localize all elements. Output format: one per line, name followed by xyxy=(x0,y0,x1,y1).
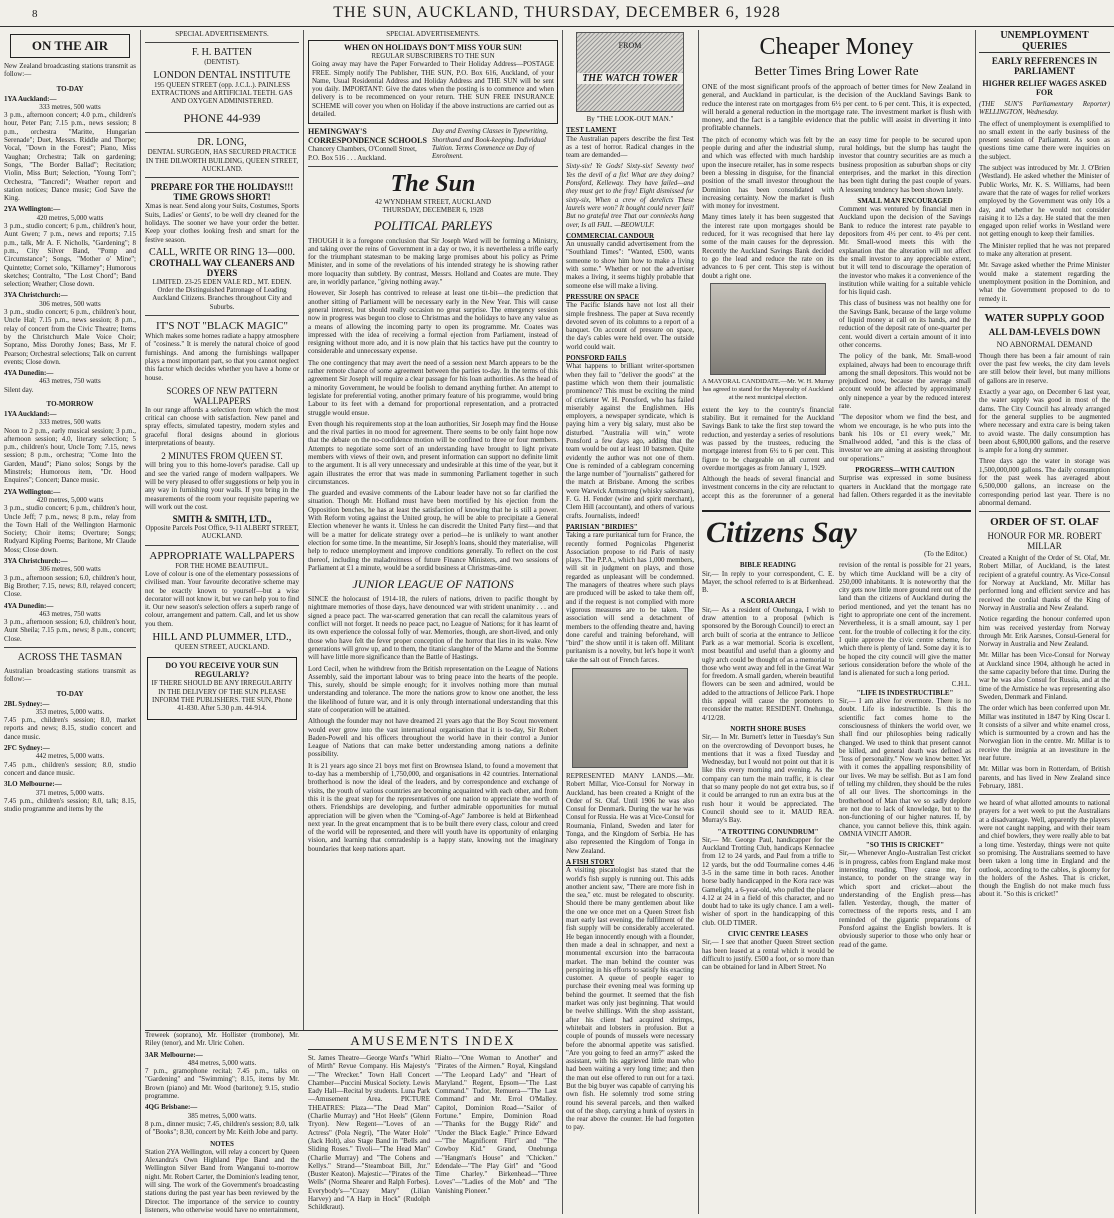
sun-delivery-box xyxy=(147,657,297,719)
watchtower-item-text: The Pacific Islands have not lost all their simple freshness. The paper at Suva recently devoted seven of its columns to a report of a banquet. On account of pressure on space, the day's cables were held over. The outside world could wait. xyxy=(566,301,694,351)
page-masthead xyxy=(0,0,1114,27)
st-olaf-paragraph: The order which has been conferred upon Mr. Millar was instituted in 1847 by King Oscar I. It consists of a silver and white enamel cross, which is surmounted by a crown and has the Norwegian lion in the centre. Mr. Millar is to receive the insignia at an investiture in the near future. xyxy=(979,704,1110,762)
radio-today: TO-DAY xyxy=(56,84,84,93)
appropriate-sub: FOR THE HOME BEAUTIFUL. xyxy=(175,561,269,570)
unemployment-head: UNEMPLOYMENT QUERIES xyxy=(979,30,1110,53)
right-column xyxy=(979,30,1110,1214)
hill-plummer-text: QUEEN STREET, AUCKLAND. xyxy=(174,643,270,652)
watchtower-item-head: PONSFORD FAILS xyxy=(566,354,627,363)
station-programme: Noon to 2 p.m., early musical session; 3 p.m., afternoon session; 4.0, literary selection; 5 p.m., children's hour, Uncle Tom; 7.15, news session; 8 p.m., orchestra; "Come Into the Garden, Maud"; Piano solos; Songs by the Minstrels; Humorous item, "Dr. Hood Enquires"; Concert; Dance music. xyxy=(4,426,136,485)
watchtower-from: FROM xyxy=(618,41,642,50)
st-olaf-head: ORDER OF ST. OLAF xyxy=(990,516,1099,529)
letter-text: Sir,— As a resident of Onehunga, I wish to draw attention to a proposal (which is sponsored by the Borough Council) to erect an arch built of scoria at the entrance to Jellicoe Park as a war memorial. Scoria is excellent, most beautiful and useful than a gloomy and ugly arch could be thought of as a memorial to those who went away and fell in the Great War for freedom. A small garden, wherein beautiful flowers can be seen and admired, would be added to the attractions of Jellicoe Park. I hope this appeal will cause the promoters to reconsider the matter. RESIDENT. Onehunga, 4/12/28. xyxy=(702,605,834,722)
station-name: 3LO Melbourne:— xyxy=(4,780,62,789)
money-paragraph: an easy time for people to be secured upon rural holdings, but the slump has taught the investor that country securities are as much a business proposition as suburban shops or city enterprises, and the market in this direction has been tight during the past couple of years. A lessening tendency has been shown lately. xyxy=(839,135,971,194)
st-olaf-paragraph: Notice regarding the honour conferred upon him was received yesterday from Norway through Mr. Erik Aarsnes, Consul-General for Norway in Australia and New Zealand. xyxy=(979,615,1110,649)
watchtower-logo xyxy=(576,32,684,112)
prog2-text: Treweek (soprano), Mr. Hollister (trombone), Mr. Riley (tenor), and Mr. Ulric Cohen. xyxy=(145,1031,299,1048)
column-rule xyxy=(562,30,563,1214)
letter-text: Sir,— Whenever Anglo-Australian Test cricket is in progress, cables from England make most interesting reading. They cause me, for instance, to ponder on the strange way in which sport and cricket—about the understanding of the English press—has fallen. Yesterday, though, the matter of correctness of the reports rests, and I am reminded of the gigantic preparations of Ponsford against the English bowlers. It is obviously superior to those who only hear or read of the game. xyxy=(839,849,971,949)
wallpaper-head: SCORES OF NEW PATTERN WALLPAPERS xyxy=(166,385,278,406)
station-power: 385 metres, 5,000 watts. xyxy=(187,1111,257,1120)
holiday-notice-head: WHEN ON HOLIDAYS DON'T MISS YOUR SUN! xyxy=(344,43,522,53)
notes-text: Station 2YA Wellington, will relay a concert by Queen Alexandra's Own Highland Pipe Band and the Wellington Silver Band from Wanganui to-morrow night. Mr. Robert Carter, the Dominion's leading tenor, will sing. The work of the Government's broadcasting stations during the past year has been reviewed by the Director. The importance of the service to country listeners, who otherwise would have no entertainment, xyxy=(145,1147,299,1214)
editorial-paragraph: THOUGH it is a foregone conclusion that Sir Joseph Ward will be forming a Ministry, and taking over the reins of Government in a day or two, it is nevertheless a trifle early for the triumphant statesman to be making large promises about his policy as Prime Minister, and in some of the revelations of his intended strategy he is showing rather more loquacity than subtlety. By contrast, Messrs. Holland and Coates are mute. They are, in worldly parlance, "giving nothing away." xyxy=(308,236,558,287)
photo-caption: A MAYORAL CANDIDATE.—Mr. W. H. Murray has agreed to stand for the Mayoralty of Auckland at the next municipal election. xyxy=(702,377,834,402)
water-paragraph: Though there has been a fair amount of rain over the past few weeks, the city dam levels are still below their level, but many millions of gallons are in reserve. xyxy=(979,351,1110,385)
batten-sub: (DENTIST). xyxy=(204,58,240,67)
station-power: 463 metres, 750 watts xyxy=(39,609,101,618)
column-rule xyxy=(698,30,699,1214)
letter-head: "SO THIS IS CRICKET" xyxy=(865,841,945,850)
station-programme: 7.45 p.m., children's session; 8.0, studio concert and dance music. xyxy=(4,760,136,777)
letter-text: revision of the rental is possible for 21 years, by which time Auckland will be a city of 250,000 inhabitants. It is noteworthy that the city gets now little more ground rent out of the land than the citizens of Auckland during the period mentioned, and yet the tenant has no right to appropriate one cent of the increment. Nevertheless, it is a small amount, say 1 per cent. for the trouble of collecting it for the city. I quite approve the civic centre scheme, for which there is plenty of land. Some day it is to be hoped the city council will give the matter serious consideration before the whole of the land is alienated for such a long period. xyxy=(839,561,971,678)
page-number: 8 xyxy=(32,8,38,20)
editorial-title: POLITICAL PARLEYS xyxy=(373,217,493,233)
radio-column xyxy=(4,30,136,1214)
tasman-today: TO-DAY xyxy=(56,689,84,698)
special-ads-label: SPECIAL ADVERTISEMENTS. xyxy=(386,30,480,38)
sun-delivery-head: DO YOU RECEIVE YOUR SUN REGULARLY? xyxy=(165,661,279,680)
amusements-list: Rialto—"One Woman to Another" and "Pirates of the Airmen." Royal, Kingsland—"The Leopard Lady" and "Heart of Maryland." Regent, Epsom—"The Last Command." Tudor, Remuera—"The Last Command" and Mr. Errol O'Malley. Capitol, Dominion Road—"Sailor of Fortune." Empire, Dominion Road—"Thanks for the Buggy Ride" and "Under the Black Eagle." Prince Edward—"The Magnificent Flirt" and "The Cowboy Kid." Grand, Onehunga—"Hangman's House" and "Chicken." Edendale—"The Play Girl" and "Good Time Charley." Birkenhead—"Three Loves"—"Ladies of the Mob" and "The Vanishing Pioneer." xyxy=(435,1054,557,1195)
queen-st-text: will bring you to this home-lover's paradise. Call up and see the varied range of modern wallpapers. We will be very pleased to offer suggestions or help you in any way in furnishing your walls. If you bring in the measurements of the room your requisite papering we will work out the cost. xyxy=(145,461,299,511)
cricket-continued: we heard of what allotted amounts to national prayers for a wet week to put the Australians at a disadvantage. Well, apparently the players were not caught napping, and with their team and chief bowlers, they were really able to bat a long time. Yesterday, things were not quite so promising. The Australians seemed to have been taken a long time in England and the outlook, according to the cables, is gloomy for the holders of the Ashes. That is cricket, though the English do not make much fuss about it. "So this is cricket!" xyxy=(979,799,1110,899)
queen-st-head: 2 MINUTES FROM QUEEN ST. xyxy=(161,451,283,462)
radio-intro: New Zealand broadcasting stations transmit as follow:— xyxy=(4,62,136,79)
letter-head: NORTH SHORE BUSES xyxy=(730,724,806,733)
editorial-paragraph: Even though his requirements stop at the loan authorities, Sir Joseph may find the House and the rival parties in no mood for agreement. There seems to be only faint hope now that the debate on the no-confidence motion will be confined to three or four members. Attempts to negotiate some sort of an understanding have brought to light private members with views of their own, and present information can support no definite limit to the argument. It is all very unnecessary and undesirable at this time of the year, but it again illustrates the error that was made in summoning Parliament together in such circumstances. xyxy=(308,419,558,486)
column-rule xyxy=(975,30,976,1214)
radio-heading: ON THE AIR xyxy=(31,38,109,53)
station-name: 4YA Dunedin:— xyxy=(4,601,54,610)
station-power: 353 metres, 5,000 watts. xyxy=(35,707,105,716)
cheaper-money-title: Cheaper Money xyxy=(759,34,914,60)
holiday-notice xyxy=(308,40,558,124)
st-olaf-paragraph: Created a Knight of the Order of St. Olaf, Mr. Robert Millar, of Auckland, is the latest recipient of a grateful country. As Vice-Consul for Norway at Auckland, Mr. Millar has performed long and efficient service and has received the cordial thanks of the King of Norway in Australia and New Zealand. xyxy=(979,554,1110,612)
station-power: 484 metres, 5,000 watts. xyxy=(187,1058,257,1067)
watchtower-item-text: The Australian papers describe the first Test as a test of horror. Radical changes in the team are demanded— xyxy=(566,134,694,160)
station-name: 3AR Melbourne:— xyxy=(145,1050,203,1059)
appropriate-text: Love of colour is one of the elementary possessions of civilised man. Your favourite decorative scheme may not be exactly known to yourself—but a wise decorator will not know it, but we can help you to find it. Our new season's selection offers a superb range of colour, arrangement and pattern. Call, and let us show you them. xyxy=(145,569,299,628)
letter-head: A SCORIA ARCH xyxy=(740,597,796,606)
money-paragraph: Although the heads of several financial and investment concerns in the city are reluctant to accept this as the forerunner of a general xyxy=(702,475,834,500)
editorial-dateline: THURSDAY, DECEMBER 6, 1928 xyxy=(382,206,484,215)
editorial-paragraph: It is 21 years ago since 21 boys met first on Brownsea Island, to found a movement that to-day has a membership of 1,750,000, and organisations in 42 countries. International brotherhood is now the ideal of the leaders, and by correspondence and exchange of visits, the youth of various countries are becoming acquainted with each other, and from this it is the great step for the representatives of one nation to appreciate the worth of others. Friendships are developing, and further admirable opportunities for mutual appreciation will be given when the "Coming-of-Age" Jamboree is held at Birkenhead next year. In the great encampment that is to be built there every class, colour and creed of the world will be represented, and there will youth have its opportunity of enlarging vision, and learning that comradeship is a happy state, knowing not the imaginary boundaries that keep nations apart. xyxy=(308,761,558,853)
tasman-heading: ACROSS THE TASMAN xyxy=(17,652,123,663)
holiday-text: Xmas is near. Send along your Suits, Costumes, Sports Suits, Ladies' or Gents', to be well dry cleaned for the holidays. The sooner we have your order the better. Keep your clothes looking fresh and smart for the festive season. xyxy=(145,202,299,244)
station-programme: Silent day. xyxy=(4,385,34,394)
hill-plummer-name: HILL AND PLUMMER, LTD., xyxy=(152,631,292,644)
station-programme: 3 p.m., studio concert; 6 p.m., children's hour, Aunt Gwen; 7 p.m., news and reports; 7.15 p.m., talk, Mr A. F. Nicholls, "Gardening"; 8 p.m., City Silver Band, "Pomp and Circumstance"; Songs, "Mother o' Mine"; Quintette; Cornet solo, "Killarney"; Humorous sketches; Contralto, "The Lost Chord"; Band selection; Weather; Close down. xyxy=(4,222,136,289)
unemployment-paragraph: The Minister replied that he was not prepared to make any alteration at present. xyxy=(979,241,1110,259)
unemployment-dateline: (THE SUN'S Parliamentary Reporter) WELLINGTON, Wednesday. xyxy=(979,100,1110,117)
mayoral-candidate-photo xyxy=(710,283,826,375)
watchtower-item-head: PRESSURE ON SPACE xyxy=(566,292,639,301)
hemingways-name: HEMINGWAY'S CORRESPONDENCE SCHOOLS xyxy=(308,127,427,146)
dr-long-name: DR. LONG, xyxy=(197,137,247,149)
ldi-text: 195 QUEEN STREET (opp. J.C.L.). PAINLESS EXTRACTIONS and ARTIFICIAL TEETH. GAS AND OXYGEN ADMINISTERED. xyxy=(151,80,293,106)
editorial-paragraph: However, Sir Joseph has contrived to release at least one tit-bit—the prediction that another sitting of Parliament will be necessary early in the New Year. This will cause general interest, but should really occasion no great surprise. The emergency session now in progress was begun too close to Christmas and the holidays to have any value as a means of allowing the incoming party to open its programme. Mr. Coates was impressed with the idea of receiving a formal ejection from Parliament, instead of resigning without more ado, and it is now plain that his tactics have put the country to considerable and unnecessary expense. xyxy=(308,289,558,356)
hemingways-ad xyxy=(308,127,558,162)
newspaper-title: THE SUN, AUCKLAND, THURSDAY, DECEMBER 6, 1928 xyxy=(333,4,781,21)
cheaper-money-article xyxy=(702,30,971,500)
letter-text: Sir,— I am alive for evermore. There is no doubt. Life is indestructible. Is this the scientific fact comes home to the consciousness of thinkers the world over, we shall find our philosophies being radically changed. We used to think that present cannot be killed, and general death was defined as "loss of personality." Now we know better. Yet with it comes the appalling responsibility of our lives. We may be selfish. But as I am fond of telling my children, they should be the rules of all our lives. The shortcomings in the brotherhood of Man that we so sadly deplore are not due to lack of knowledge, but to the non-functioning of our higher natures. If, by chance, you cannot believe this, think again. OMNIA VINCIT AMOR. xyxy=(839,697,971,838)
amusements-list: St. James Theatre—George Ward's "Whirl of Mirth" Revue Company. His Majesty's—"The Wrecker." Town Hall Concert Chamber—Puccini Musical Society. Lewis Eady Hall—Recital by students. Luna Park—Amusement Area. PICTURE THEATRES: Plaza—"The Dead Man" (Charlie Murray) and "Hot Heels" (Glenn Tryon). New Regent—"Loves of an Actress" (Pola Negri), "The Water Hole" (Jack Holt), also Stage Band in "Bells and Sliding Roses." Tivoli—"The Head Man" (Charlie Murray) and "The Cohens and Kellys." Strand—"Steamboat Bill, Jnr." (Buster Keaton). Majestic—"Pirates of the Wells" (Norma Shearer and Ralph Forbes). Everybody's—"Crazy Mary" (Lilian Harvey) and "A Harp in Hock" (Rudolph Schildkraut). xyxy=(308,1054,430,1212)
watchtower-item-text: What happens to brilliant writer-sportsmen when they fail to "deliver the goods" at the pastime which won them their journalistic prominence? This must be exciting the mind of cricketer W. H. Ponsford, who has failed miserably against the Englishmen. His employers, a newspaper syndicate, which is paying him a very big salary, must also be disturbed. "Australia will win," wrote Ponsford a few days ago, adding that the team would be out at least 10 batsmen. Quite evidently the author was not one of them. One is reminded of a cablegram concerning the large number of "journalists" gathered for the match at Brisbane. Among the scribes were Warwick Armstrong (whisky salesman), F. G. H. Fender (wine and spirit merchant), Clem Hill (accountant), and others of various crafts. Journalists, indeed! xyxy=(566,362,694,520)
station-name: 2YA Wellington:— xyxy=(4,487,61,496)
letter-text: Sir,— Mr. George Paul, handicapper for the Auckland Trotting Club, handicaps Kennaclee from 12 to 24 yards, and Paul from a trifle to 12 yards, but the odd Tourmaline comes 4.46 3-5 in the same time in both races. Another horse badly handicapped in the Kora race was Gamelight, a 6-year-old, who pulled the placer 4.12 at 24 in a field of this character, and no doubt had to take its ugly chance. I am a well-wisher of sport in the handicapping of this club. OLD TIMER. xyxy=(702,835,834,927)
unemployment-sub2: HIGHER RELIEF WAGES ASKED FOR xyxy=(982,79,1107,97)
ldi-name: LONDON DENTAL INSTITUTE xyxy=(153,69,291,81)
watchtower-column xyxy=(566,30,694,1214)
letter-text: Sir,— In reply to your correspondent, C. E. Mayer, the school referred to is at Birkenhead. B. xyxy=(702,569,834,595)
wallpaper-text: In our range affords a selection from which the most critical can choose with satisfaction. New panel and spray effects, simulated tapestry, modern styles and graceful floral designs abound in glorious interpretations of beauty. xyxy=(145,405,299,448)
station-programme: 7 p.m., gramophone recital; 7.45 p.m., talks on "Gardening" and "Swimming"; 8.15, items by Mr. Brown (piano) and Mr. Wood (baritone); 9.15, studio programme. xyxy=(145,1067,299,1101)
station-programme: 3 p.m., studio concert; 6 p.m., children's hour, Uncle Hal; 7.15 p.m., news session; 8 p.m., relay of concert from the Civic Theatre; Items by the Christchurch Male Voice Choir; Soprano, Miss Dorothy Jones; Bass, Mr F. Pearson; Orchestral selections; Talk on current events; Close down. xyxy=(4,308,136,366)
st-olaf-paragraph: Mr. Millar was born in Rotterdam, of British parents, and has lived in New Zealand since February, 1881. xyxy=(979,765,1110,790)
column-rule xyxy=(140,30,141,1214)
watchtower-item-text: Taking a rare puritanical turn for France, the recently formed Pognicolas Phgenerist Association propose to rid Paris of nasty plays. The P.P.A., which has 1,000 members, will sit in judgment on plays, and those regarded as unpleasant will be condemned. The managers of theatres where such plays are produced will be asked to take them off, and if the request is not complied with more vigorous measures are to be taken. The association will send a detachment of members to the offending theatre and, having done careful and training beforehand, will "bird" the show until it is taken off. Militant puritanism is a novelty, but let's hope it won't take the salt out of French farces. xyxy=(566,531,694,664)
editorial-paragraph: Although the founder may not have dreamed 21 years ago that the Boy Scout movement would ever grow into the vast international organisation that it is to-day, Sir Robert Baden-Powell and his officers throughout the world have in their control a Junior League of Nations that can make better understanding among nations a definite possibility. xyxy=(308,717,558,759)
sun-address: 42 WYNDHAM STREET, AUCKLAND xyxy=(374,197,492,206)
money-paragraph: Many times lately it has been suggested that the interest rate upon mortgages should be reduced, for it was recognised that here lay some of the main causes for the depression. Recently the Auckland Savings Bank decided to go the lead and reduce the rate on its advances to 6 per cent. This step is without doubt a right one. xyxy=(702,213,834,280)
letter-head: "LIFE IS INDESTRUCTIBLE" xyxy=(856,688,954,697)
money-paragraph: Surprise was expressed in some business quarters in Auckland that the mortgage rate had fallen. Others regarded it as the inevitable xyxy=(839,474,971,499)
station-power: 306 metres, 500 watts xyxy=(39,299,101,308)
amusements-section xyxy=(145,1030,558,1215)
station-programme: 3 p.m., afternoon session; 6.0, children's hour, Big Brother; 7.15, news; 8.0, relayed concert; Close. xyxy=(4,573,136,599)
station-name: 1YA Auckland:— xyxy=(4,409,57,418)
money-subhead: SMALL MAN ENCOURAGED xyxy=(857,196,953,205)
station-name: 3YA Christchurch:— xyxy=(4,291,68,300)
radio-continued xyxy=(145,1031,299,1215)
junior-league-title: JUNIOR LEAGUE OF NATIONS xyxy=(352,577,514,592)
money-paragraph: Comment was ventured by financial men in Auckland upon the decision of the Savings Bank to reduce the interest rate payable to depositors from 4½ per cent. to 4¼ per cent. Mr. Small-wood meets this with the explanation that the alteration will not affect the small investor to any appreciable extent, but it will tend to discourage the operation of the investor who makes it a convenience of the institution while waiting for a suitable vehicle for his liquid cash. xyxy=(839,205,971,297)
unemployment-sub: EARLY REFERENCES IN PARLIAMENT xyxy=(991,56,1098,76)
ldi-phone: PHONE 44-939 xyxy=(183,111,261,126)
photo-caption: REPRESENTED MANY LANDS.—Mr. Robert Millar, Vice-Consul for Norway in Auckland, has been created a Knight of the Order of St. Olaf. Until 1906 he was also Consul for Denmark. During the war he was Consul for Russia. He was at Vice-Consul for Roumania, Finland, Sweden and later for Tonga, and the Kingdom of Serbia. He has also represented the Kingdom of Tonga in New Zealand. xyxy=(566,772,694,855)
crothall-text: LIMITED. 23-25 EDEN VALE RD., MT. EDEN. Order the Distinguished Patronage of Leading Auckland Citizens. Branches throughout City and Suburbs. xyxy=(152,277,292,311)
money-subhead: PROGRESS—WITH CAUTION xyxy=(855,466,955,475)
station-power: 420 metres, 5,000 watts xyxy=(36,495,104,504)
station-name: 4QG Brisbane:— xyxy=(145,1103,198,1112)
amusements-title: AMUSEMENTS INDEX xyxy=(308,1033,558,1050)
station-programme: 8 p.m., dinner music; 7.45, children's session; 8.0, talk of "Books"; 8.30, concert by Mr. Keith Jobe and party. xyxy=(145,1119,299,1137)
letter-text: Sir,— I see that another Queen Street section has been leased at a rental which it would be difficult to justify. £500 a foot, or so more than can be obtained for land in Albert Street. No xyxy=(702,938,834,972)
letter-signature: C.H.L. xyxy=(951,680,971,689)
station-programme: 3 p.m., afternoon concert; 4.0 p.m., children's hour, Peter Pan; 7.15 p.m., news session; 8 p.m., orchestra "Maritte, Hungarian Serenade"; Duet, Messrs. Riddle and Thorpe; Vocal, "Down in the Forest"; Piano, Miss Vaughan; Orchestra; Talk on gardening; Songs, "The Border Ballad"; Recitation; Violin, Miss Burt; Selection, "Young Tom"; Orchestra, "Tancredi"; Weather report and station notices; Dance music; God Save the King. xyxy=(4,111,136,203)
portrait-photo xyxy=(572,668,688,768)
amusements-index xyxy=(308,1031,558,1215)
citizens-say-section xyxy=(702,510,971,1216)
watchtower-item-head: A FISH STORY xyxy=(566,857,615,866)
crothall-call: CALL, WRITE OR RING 13—000. xyxy=(149,246,295,258)
st-olaf-sub: HONOUR FOR MR. ROBERT MILLAR xyxy=(987,531,1102,552)
watchtower-item-text: An unusually candid advertisement from the "Southland Times": "Wanted, £500, wants someone to show him how to make a living with some." Whether or not the advertiser makes a living, it seems highly probable that someone else will make a living. xyxy=(566,240,694,290)
station-power: 333 metres, 500 watts xyxy=(39,102,101,111)
watchtower-item-text: A visiting piscatologist has stated that the world's fish supply is running out. This adds another ancient saw, "There are more fish in the sea," etc. must be relegated to obscurity. Should there be many gentlemen about like the one we once met on a Queen Street fish mart early last evening, the fulfilment of the fish supply will be considerably accelerated. He began innocently enough with a flounder, then made a deal in schnapper, and next a monumental excursion into the barracouta market. The man behind the counter was perspiring in his efforts to satisfy his exacting customer. A queue of people eager to purchase their evening meal was forming up behind the gourmet. It seemed that the fish market was only just beginning. That would be twelve shillings. With the shop assistant, after his client had acquired shrimps, whitebait and lobsters in profusion. But a couple of pounds of mussels were necessary before the abnormal appetite was satisfied. "Are you going to feed an army?" asked the assistant, with his aggrieved little man who had been waiting a very long time; and then the man out else offered to run out for a taxi. But the big buyer was capable of carrying his own fish. He solemnly trod some string round his several parcels, and then walked out of the shop, carrying a hunk of oysters in the rear above the counter. He had forgotten to pay. xyxy=(566,866,694,1132)
water-paragraph: Exactly a year ago, on December 6 last year, the water supply was good in most of the dams. The City Council has already arranged for the general supplies to be augmented where necessary and extra care is being taken to avoid waste. The daily consumption has been about 6,800,000 gallons, and the reserve is ample for a long dry summer. xyxy=(979,388,1110,455)
station-power: 333 metres, 500 watts xyxy=(39,418,101,427)
citizens-say-title: Citizens Say xyxy=(706,516,857,549)
station-name: 4YA Dunedin:— xyxy=(4,369,54,378)
station-name: 2YA Wellington:— xyxy=(4,205,61,214)
unemployment-paragraph: The subject was introduced by Mr. J. O'Brien (Westland). He asked whether the Minister of Public Works, Mr. K. S. Williams, had been aware that the rate of wages for relief workers employed by the Government was only 10s a day, and whether he would not consider raising it to 12s a day. He stated that the men engaged upon relief works in Westland were not getting enough to keep their families. xyxy=(979,164,1110,239)
notes-head: NOTES xyxy=(210,1139,234,1148)
sun-nameplate: The Sun xyxy=(390,170,476,197)
unemployment-paragraph: The effect of unemployment is exemplified to no small extent in the early business of the present session of Parliament. As soon as questions time came there were inquiries on the subject. xyxy=(979,119,1110,161)
st-olaf-paragraph: Mr. Millar has been Vice-Consul for Norway at Auckland since 1904, although he acted in the same capacity before that time. During the war he was also Consul for Russia, and at the time of the Armistice he was representing also Sweden, Denmark and Finland. xyxy=(979,651,1110,701)
watchtower-poem: Sixty-six! Ye Gods! Sixty-six! Seventy two! Yes the devil of a fix! What are they doing? Ponsford, Kelleway. They have failed—and they must get to the fray! Eight dismissed for sixty-six, When a crew of derelicts These laurels were won? It bought could never fail! But no grateful tree That our conniecks hang over, Is all FAIL. —BEOWULF. xyxy=(566,162,694,229)
dr-long-text: DENTAL SURGEON, HAS SECURED PRACTICE IN THE DILWORTH BUILDING, QUEEN STREET, AUCKLAND. xyxy=(145,148,299,174)
to-the-editor: (To the Editor.) xyxy=(924,550,967,558)
editorial-paragraph: The one contingency that may avert the need of a session next March appears to be the rather remote chance of some agreement between the parties to-day. In the terms of this agreement Sir Joseph will require a clear passage for his loan authorities. As the head of a minority Government, he would be foolish to demand anything further. An attempt to legislate for preferential voting, another primary feature of his programme, would bring Labour to its feet with a demand for proportional representation, and a protracted struggle would ensue. xyxy=(308,358,558,417)
station-power: 442 metres, 5,000 watts. xyxy=(35,752,105,761)
watchtower-item-head: COMMERCIAL CANDOUR xyxy=(566,231,655,240)
holiday-head: PREPARE FOR THE HOLIDAYS!!! TIME GROWS SHORT! xyxy=(150,182,294,203)
watchtower-byline: By "THE LOOK-OUT MAN." xyxy=(586,115,674,123)
editorial-paragraph: SINCE the holocaust of 1914-18, the rulers of nations, driven to pacific thought by nightmare memories of those days, have denounced war with strident unanimity . . . and signed a peace pact. The war-scarred generation that can recall the calamitous years of conflict will not forget. It needs no peace pact, no League of Nations; for it has learnt of its own experience the colossal folly of war. Memories, though, are short-lived, and only those who have felt the fever proper conception of the horror that lies in its wake. New generations will grow up, and to them, the titanic slaughter of the Marne and the Somme will have little more significance than the Battle of Hastings. xyxy=(308,595,558,662)
water-supply-sub2: NO ABNORMAL DEMAND xyxy=(996,339,1093,349)
crothall-name: CROTHALL WAY CLEANERS AND DYERS xyxy=(149,257,295,278)
watchtower-name: THE WATCH TOWER xyxy=(577,73,683,84)
cheaper-money-subtitle: Better Times Bring Lower Rate xyxy=(754,63,919,78)
black-magic-text: Which makes some homes radiate a happy atmosphere of "cosiness." It is merely the natural choice of good furnishings. And among the furnishings wallpaper plays a most important part, so that you cannot neglect this factor which decides whether you have a home or house. xyxy=(145,332,299,382)
tasman-intro: Australian broadcasting stations transmit as follow:— xyxy=(4,667,136,684)
special-ads-label: SPECIAL ADVERTISEMENTS. xyxy=(175,30,269,38)
radio-tomorrow: TO-MORROW xyxy=(46,399,94,408)
smith-text: Opposite Parcels Post Office, 9-11 ALBERT STREET, AUCKLAND. xyxy=(145,524,299,541)
water-paragraph: Three days ago the water in storage was 1,500,000,000 gallons. The daily consumption for the past week has averaged about 6,500,000 gallons, an increase on the corresponding period last year. There is no abnormal demand. xyxy=(979,457,1110,507)
station-name: 2FC Sydney:— xyxy=(4,744,50,753)
water-supply-sub: ALL DAM-LEVELS DOWN xyxy=(988,326,1101,337)
appropriate-head: APPROPRIATE WALLPAPERS xyxy=(149,549,295,562)
editorial-paragraph: The guarded and evasive comments of the Labour leader have not so far clarified the situation. Though Mr. Holland must have been mortified by his ejection from the Opposition benches, he has at least the satisfaction of knowing that he is still a power. With Reform voting against the United group, he will be able to precipitate a General Election whenever he wants it. Unless he can discredit the United Party first—and that will be a matter for delicate strategy over a period—he is unlikely to want another election for some time. In the meantime, Sir Joseph's loans, should they materialise, will help to reduce unemployment and improve conditions generally. To reflect on the cost thereof, including the maladroitness of future Finance Ministers, and two sessions of Parliament at £1 a minute, would be a sordid business at Christmas-time. xyxy=(308,489,558,572)
on-the-air-box xyxy=(10,34,130,58)
watchtower-item-head: TEST LAMENT xyxy=(566,126,617,135)
station-programme: 7.45 p.m., children's session; 8.0, market reports and news; 8.15, studio concert and dance music. xyxy=(4,716,136,741)
batten-name: F. H. BATTEN xyxy=(191,47,253,59)
holiday-notice-sub: REGULAR SUBSCRIBERS TO THE SUN xyxy=(371,52,495,61)
station-name: 3YA Christchurch:— xyxy=(4,557,68,566)
hemingways-address: Chancery Chambers, O'Connell Street, P.O. Box 516 . . . Auckland. xyxy=(308,145,417,162)
holiday-notice-text: Going away may have the Paper Forwarded to Their Holiday Address—POSTAGE FREE. Simply notify The Publisher, THE SUN, P.O. Box 616, Auckland, of your Name, Usual Residential Address and Holiday Address and THE SUN will be sent you daily. IMPORTANT: Give the dates when the posting is to commence and when delivery is to be recommenced on your return. THE SUN FREE INSURANCE SCHEME will cover you when on Holiday if the above instructions are carried out as detailed. xyxy=(312,60,554,119)
station-name: 1YA Auckland:— xyxy=(4,94,57,103)
station-power: 463 metres, 750 watts xyxy=(39,377,101,386)
station-programme: 3 p.m., studio concert; 6 p.m., children's hour, Uncle Jeff; 7 p.m., news; 8 p.m., relay from the Town Hall of the Wellington Harmonic Society; Choir items; Overture; Songs; Rudyard Kipling Poems; Baritone, Mr Claude Moss; Close down. xyxy=(4,504,136,554)
watchtower-item-head: PARISIAN "BIRDIES" xyxy=(566,522,638,531)
letter-head: "A TROTTING CONUNDRUM" xyxy=(717,827,819,836)
money-paragraph: This class of business was not healthy one for the Savings Bank, because of the large volume of liquid money at call on its hands, and the reduction of the deposit rate of one-quarter per cent. would divert a certain amount of it into other concerns. xyxy=(839,299,971,349)
station-programme: 7.45 p.m., children's session; 8.0, talk; 8.15, studio programme and items by the xyxy=(4,796,136,814)
hemingways-details: Day and Evening Classes in Typewriting, Shorthand and Book-keeping. Individual Tuition. Terms Commence on Day of Enrolment. xyxy=(432,127,548,161)
unemployment-paragraph: Mr. Savage asked whether the Prime Minister would make a statement regarding the unemployment position in the Dominion, and what the Government proposed to do to remedy it. xyxy=(979,261,1110,303)
station-power: 306 metres, 500 watts xyxy=(39,565,101,574)
station-power: 420 metres, 5,000 watts xyxy=(36,213,104,222)
station-name: 2BL Sydney:— xyxy=(4,699,50,708)
money-paragraph: extent the key to the country's financial stability. But it remained for the Auckland Savings Bank to take the first step toward the reduction, and yesterday a series of resolutions was passed by the trustees, reducing the mortgage interest from 6½ to 6 per cent. This figure to be chargeable on all current and overdue mortgages as from January 1, 1929. xyxy=(702,405,834,472)
money-paragraph: "The depositor whom we find the best, and whom we encourage, is he who puts into the bank his 10s or £1 every week," Mr. Smallwood added, "and this is the class of investor we are aiming at assisting throughout our operations." xyxy=(839,413,971,463)
water-supply-head: WATER SUPPLY GOOD xyxy=(984,311,1105,324)
money-paragraph: The pitch of economy which was felt by the people during and after the industrial slump, and which was effected with much hardship upon the insecure retailer, has in some respects been a blessing in disguise, for the financial position of the small investor throughout the Dominion has been consolidated with increasing certainty. Now the market is flush with money for investment. xyxy=(702,135,834,211)
cheaper-money-lead: ONE of the most significant proofs of the approach of better times for New Zealand in general, and Auckland in particular, is the decision of the Auckland Savings Bank to reduce the interest rate on mortgages from 6½ per cent. to 6 per cent. This, it is expected, will herald a general reduction in the mortgage rate. The investment market is flush with money, and the fact is a tangible evidence that the public will assist in diverting it into profitable channels. xyxy=(702,82,971,133)
station-programme: 3 p.m., afternoon session; 6.0, children's hour, Aunt Sheila; 7.15 p.m., news; 8 p.m., concert; Close. xyxy=(4,618,136,643)
letter-head: BIBLE READING xyxy=(739,561,797,570)
money-paragraph: The policy of the bank, Mr. Small-wood explained, always had been to encourage thrift among the small depositors. This would not be prejudiced now, because the average small account would be affected by approximately only ninepence a year by the reduced interest rate. xyxy=(839,352,971,410)
black-magic-head: IT'S NOT "BLACK MAGIC" xyxy=(155,320,289,333)
letter-text: Sir,— In Mr. Burnett's letter in Tuesday's Sun on the overcrowding of Devonport buses, he mentions that it was a fixed Tuesday and Wednesday, but I would not point out that it is like this every morning and evening. As the company can turn the main traffic, it is clear that so many people do not get extra bus, so if it could be arranged to run an extra bus at the rush hour it would be appreciated. The Council should see to it. MAUD REA. Murray's Bay. xyxy=(702,733,834,825)
letter-head: CIVIC CENTRE LEASES xyxy=(727,930,809,939)
sun-delivery-text: IF THERE SHOULD BE ANY IRREGULARITY IN THE DELIVERY OF THE SUN PLEASE INFORM THE PUBLISHERS. THE SUN, Phone 41-830. After 5.30 p.m. 44-914. xyxy=(151,679,293,713)
editorial-paragraph: Lord Cecil, when he withdrew from the British representation on the League of Nations Assembly, said the important labour was to bring peace into the hearts of the people. This, surely, should be simple enough; for it involves nothing more than mutual understanding and tolerance. The more the nations grow to know one another, the less the likelihood of future war, and it is only through international understanding that this state of cooperation will be attained. xyxy=(308,664,558,714)
station-power: 371 metres, 5,000 watts. xyxy=(35,788,105,797)
smith-name: SMITH & SMITH, LTD., xyxy=(172,514,272,525)
